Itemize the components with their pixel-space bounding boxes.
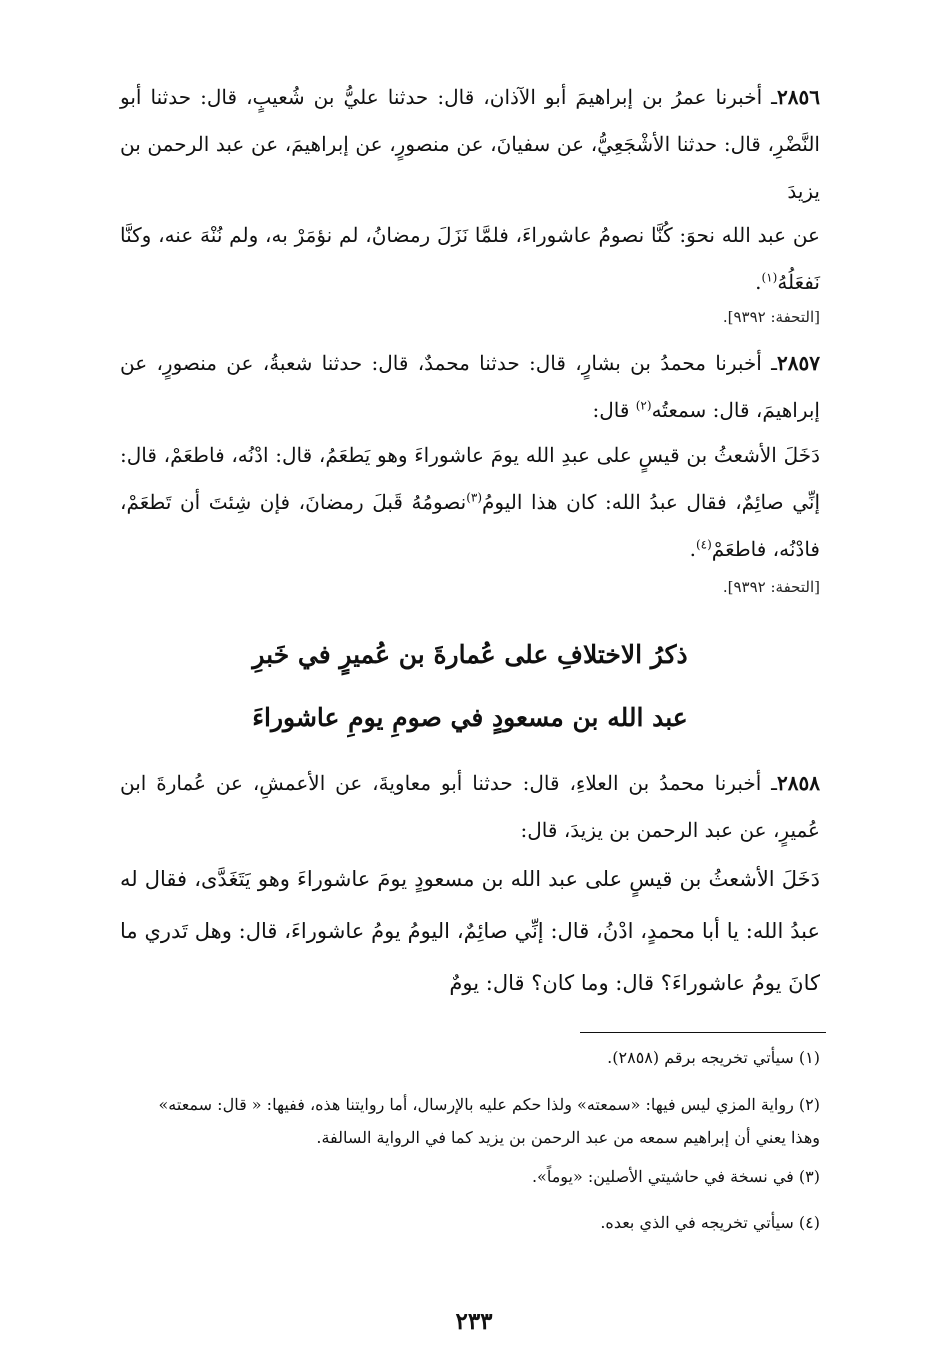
isnad-text: ـ أخبرنا محمدُ بن العلاءِ، قال: حدثنا أبو معاويةَ، عن الأعمشِ، عن عُمارةَ ابن عُميرٍ، عن عبد الرحمن بن يزيدَ، قال: <box>120 771 820 842</box>
hadith-2857-text <box>120 432 820 573</box>
tuhfa-reference: [التحفة: ٩٣٩٢]. <box>722 308 820 326</box>
hadith-2856-text <box>120 212 820 306</box>
matn-text: عن عبد الله نحوَ: كُنَّا نصومُ عاشوراءَ، فلمَّا نَزَلَ رمضانُ، لم نؤمَرْ به، ولم نُنْهَ عنه، وكنَّا نَفعَلُهُ <box>120 223 820 294</box>
footnote-3: (٣) في نسخة في حاشيتي الأصلين: «يوماً». <box>531 1167 820 1186</box>
footnote-marker: (١) <box>761 270 778 285</box>
footnote-divider <box>580 1032 826 1033</box>
matn-text-cont: نصومُهُ قَبلَ رمضانَ، فإن شِئتَ أن تَطعَمْ، فادْنُه، فاطعَمْ <box>120 490 820 561</box>
footnote-marker: (٣) <box>466 490 483 505</box>
footnote-marker: (٤) <box>695 537 712 552</box>
hadith-2857-chain <box>120 340 820 434</box>
hadith-2858-chain <box>120 760 820 854</box>
footnote-2-continued: وهذا يعني أن إبراهيم سمعه من عبد الرحمن بن يزيد كما في الرواية السالفة. <box>316 1128 820 1147</box>
hadith-number: ٢٨٥٧ <box>777 351 820 375</box>
chapter-heading-line-2: عبد الله بن مسعودٍ في صومِ يومِ عاشوراءَ <box>252 703 688 732</box>
footnote-marker: (٢) <box>635 398 652 413</box>
chapter-heading-line-1: ذكرُ الاختلافِ على عُمارةَ بن عُميرٍ في خَبرِ <box>252 640 688 669</box>
isnad-text: ـ أخبرنا محمدُ بن بشارٍ، قال: حدثنا محمدٌ، قال: حدثنا شعبةُ، عن منصورٍ، عن إبراهيمَ، قال: سمعتُه <box>120 351 820 422</box>
footnote-2: (٢) رواية المزي ليس فيها: «سمعته» ولذا حكم عليه بالإرسال، أما روايتنا هذه، ففيها: « قال: سمعته» <box>158 1095 820 1114</box>
hadith-number: ٢٨٥٦ <box>777 85 820 109</box>
page-number: ٢٣٣ <box>455 1308 493 1335</box>
matn-text: دَخَلَ الأشعثُ بن قيسٍ على عبدِ الله يومَ عاشوراءَ وهو يَطعَمُ، قال: ادْنُه، فاطعَمْ، قال: إنِّي صائِمٌ، فقال عبدُ الله: كان هذا اليومُ <box>120 443 820 514</box>
end-mark: . <box>689 537 696 561</box>
tuhfa-reference: [التحفة: ٩٣٩٢]. <box>722 578 820 596</box>
footnote-1: (١) سيأتي تخريجه برقم (٢٨٥٨). <box>607 1048 820 1067</box>
end-mark: . <box>755 270 762 294</box>
isnad-text: ـ أخبرنا عمرُ بن إبراهيمَ أبو الآذان، قال: حدثنا عليُّ بن شُعيبٍ، قال: حدثنا أبو النَّضْرِ، قال: حدثنا الأشْجَعِيُّ، عن سفيانَ، عن منصورٍ، عن إبراهيمَ، عن عبد الرحمن بن يزيدَ <box>120 85 820 203</box>
isnad-end: قال: <box>592 398 636 422</box>
hadith-number: ٢٨٥٨ <box>777 771 820 795</box>
hadith-2856-chain <box>120 74 820 215</box>
footnote-4: (٤) سيأتي تخريجه في الذي بعده. <box>600 1213 820 1232</box>
hadith-2858-text: دَخَلَ الأشعثُ بن قيسٍ على عبد الله بن مسعودٍ يومَ عاشوراءَ وهو يَتَغَدَّى، فقال له عبدُ الله: يا أبا محمدٍ، ادْنُ، قال: إنِّي صائِمٌ، اليومُ يومُ عاشوراءَ، قال: وهل تَدري ما كانَ يومُ عاشوراءَ؟ قال: وما كان؟ قال: يومٌ <box>120 867 820 995</box>
